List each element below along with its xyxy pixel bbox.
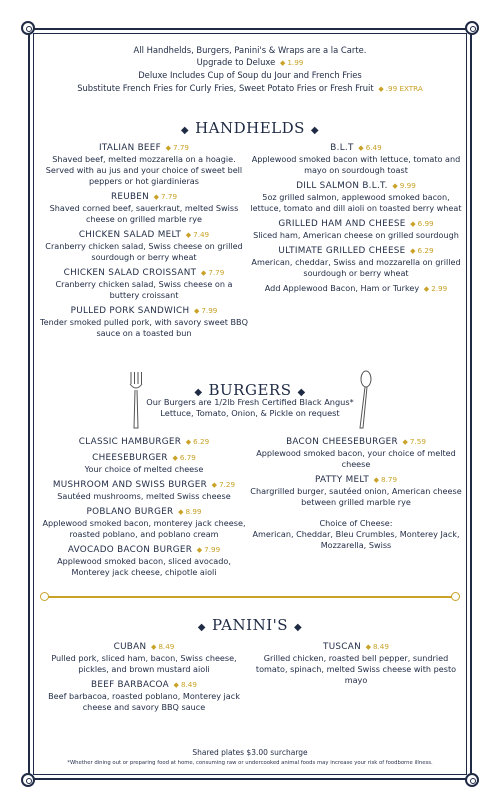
divider-dot-icon bbox=[451, 592, 460, 601]
item-price: 7.99 bbox=[201, 306, 218, 315]
item-price: 7.29 bbox=[219, 480, 236, 489]
corner-ornament-icon bbox=[21, 773, 35, 787]
menu-item bbox=[40, 267, 248, 301]
item-price: 7.59 bbox=[409, 437, 426, 446]
diamond-icon: ◆ bbox=[196, 546, 203, 554]
item-price: 9.99 bbox=[399, 181, 416, 190]
item-name: GRILLED HAM AND CHEESE bbox=[278, 219, 406, 229]
menu-item bbox=[40, 452, 248, 475]
item-name: PULLED PORK SANDWICH bbox=[70, 306, 190, 316]
item-name: B.L.T bbox=[330, 143, 354, 153]
diamond-icon: ◆ bbox=[373, 476, 380, 484]
item-name: ITALIAN BEEF bbox=[98, 143, 161, 153]
menu-item bbox=[250, 218, 462, 241]
item-description: Shaved corned beef, sauerkraut, melted Swiss cheese on grilled marble rye bbox=[49, 203, 239, 224]
menu-item bbox=[250, 641, 462, 686]
diamond-icon: ◆ bbox=[178, 508, 184, 516]
menu-item bbox=[40, 506, 248, 540]
item-description: Chargrilled burger, sautéed onion, American cheese between grilled marble rye bbox=[250, 486, 462, 507]
cheese-choice bbox=[250, 518, 462, 551]
diamond-icon: ◆ bbox=[172, 454, 178, 462]
corner-ornament-icon bbox=[21, 21, 35, 35]
item-description: Applewood smoked bacon, your choice of melted cheese bbox=[256, 448, 456, 469]
diamond-icon: ◆ bbox=[358, 144, 364, 152]
diamond-icon: ◆ bbox=[200, 269, 207, 277]
diamond-icon: ◆ bbox=[173, 681, 179, 689]
diamond-icon: ◆ bbox=[211, 481, 218, 489]
item-description: Grilled chicken, roasted bell pepper, sundried tomato, spinach, melted Swiss cheese with pesto mayo bbox=[255, 653, 457, 685]
item-price: 6.99 bbox=[417, 219, 434, 228]
item-price: 8.99 bbox=[185, 507, 202, 516]
item-price: 6.79 bbox=[179, 453, 196, 462]
corner-ornament-icon bbox=[465, 773, 479, 787]
item-name: CHICKEN SALAD MELT bbox=[78, 230, 182, 240]
cheese-choice-list: American, Cheddar, Bleu Crumbles, Monterey Jack, Mozzarella, Swiss bbox=[252, 529, 460, 550]
section-title-paninis bbox=[40, 616, 460, 634]
menu-item bbox=[40, 641, 248, 675]
burgers-subtitle-line: Lettuce, Tomato, Onion, & Pickle on request bbox=[160, 408, 340, 418]
cheese-choice-title: Choice of Cheese: bbox=[319, 518, 393, 528]
menu-item bbox=[40, 679, 248, 713]
item-price: 6.49 bbox=[365, 143, 382, 152]
menu-item bbox=[40, 436, 248, 448]
item-name: BACON CHEESEBURGER bbox=[286, 437, 398, 447]
item-description: Applewood smoked bacon, monterey jack cheese, roasted poblano, and poblano cream bbox=[42, 518, 246, 539]
menu-item bbox=[40, 544, 248, 578]
intro-line bbox=[40, 82, 460, 95]
addon-price: 2.99 bbox=[431, 284, 448, 293]
burgers-subtitle-line: Our Burgers are 1/2lb Fresh Certified Black Angus* bbox=[146, 397, 354, 407]
item-name: CLASSIC HAMBURGER bbox=[78, 437, 182, 447]
item-price: 6.29 bbox=[417, 246, 434, 255]
item-description: Tender smoked pulled pork, with savory sweet BBQ sauce on a toasted bun bbox=[40, 317, 248, 338]
burgers-subtitle bbox=[120, 397, 380, 419]
diamond-icon: ◆ bbox=[392, 182, 398, 190]
item-description: Applewood smoked bacon with lettuce, tomato and mayo on sourdough toast bbox=[251, 154, 461, 175]
diamond-icon: ◆ bbox=[294, 622, 303, 633]
item-description: Your choice of melted cheese bbox=[84, 464, 204, 474]
burgers-left-column bbox=[40, 436, 248, 582]
item-description: Applewood smoked bacon, sliced avocado, Monterey jack cheese, chipotle aioli bbox=[57, 556, 231, 577]
diamond-icon: ◆ bbox=[279, 59, 286, 68]
diamond-icon: ◆ bbox=[365, 643, 371, 651]
diamond-icon: ◆ bbox=[153, 193, 160, 201]
item-name: REUBEN bbox=[110, 192, 150, 202]
diamond-icon: ◆ bbox=[194, 387, 203, 398]
menu-item bbox=[40, 191, 248, 225]
item-name: AVOCADO BACON BURGER bbox=[67, 545, 193, 555]
shared-plates-note: Shared plates $3.00 surcharge bbox=[192, 748, 308, 757]
diamond-icon: ◆ bbox=[165, 144, 171, 152]
item-price: 7.99 bbox=[204, 545, 221, 554]
intro-line: Deluxe Includes Cup of Soup du Jour and French Fries bbox=[138, 70, 362, 81]
item-price: 8.49 bbox=[158, 642, 175, 651]
intro-upgrade-text: Upgrade to Deluxe bbox=[196, 57, 276, 68]
item-price: 6.29 bbox=[193, 437, 210, 446]
diamond-icon: ◆ bbox=[410, 247, 416, 255]
section-title-handhelds bbox=[40, 119, 460, 137]
item-description: Cranberry chicken salad, Swiss cheese on grilled sourdough or berry wheat bbox=[45, 241, 243, 262]
item-name: DILL SALMON B.L.T. bbox=[296, 181, 388, 191]
item-description: Beef barbacoa, roasted poblano, Monterey jack cheese and savory BBQ sauce bbox=[48, 691, 240, 712]
item-price: 8.79 bbox=[381, 475, 398, 484]
intro-line bbox=[40, 56, 460, 69]
item-price: 7.79 bbox=[208, 268, 225, 277]
section-title-text: BURGERS bbox=[208, 381, 292, 399]
corner-ornament-icon bbox=[465, 21, 479, 35]
menu-item bbox=[40, 142, 248, 187]
item-price: 8.49 bbox=[372, 642, 389, 651]
item-description: 5oz grilled salmon, applewood smoked bacon, lettuce, tomato and dill aioli on toasted berry wheat bbox=[250, 192, 462, 213]
menu-item bbox=[40, 229, 248, 263]
menu-item bbox=[250, 142, 462, 176]
paninis-left-column bbox=[40, 641, 248, 717]
intro-substitute-text: Substitute French Fries for Curly Fries, Sweet Potato Fries or Fresh Fruit bbox=[77, 82, 374, 93]
diamond-icon: ◆ bbox=[185, 231, 192, 239]
menu-item bbox=[250, 474, 462, 508]
paninis-right-column bbox=[250, 641, 462, 690]
item-description: American, cheddar, Swiss and mozzarella on grilled sourdough or berry wheat bbox=[251, 257, 461, 278]
item-description: Sliced ham, American cheese on grilled sourdough bbox=[253, 230, 459, 240]
gold-divider bbox=[40, 592, 460, 602]
intro-substitute-price: .99 EXTRA bbox=[385, 83, 423, 93]
intro-upgrade-price: 1.99 bbox=[287, 58, 304, 68]
item-name: MUSHROOM AND SWISS BURGER bbox=[52, 480, 208, 490]
item-description: Sautéed mushrooms, melted Swiss cheese bbox=[57, 491, 231, 501]
gold-divider-line bbox=[48, 596, 452, 598]
menu-item bbox=[250, 180, 462, 214]
item-name: TUSCAN bbox=[323, 642, 361, 652]
menu-item bbox=[40, 479, 248, 502]
item-name: PATTY MELT bbox=[314, 475, 370, 485]
handhelds-left-column bbox=[40, 142, 248, 343]
diamond-icon: ◆ bbox=[310, 125, 320, 136]
diamond-icon: ◆ bbox=[150, 643, 157, 651]
section-title-text: HANDHELDS bbox=[195, 119, 305, 137]
item-name: CHICKEN SALAD CROISSANT bbox=[63, 268, 197, 278]
menu-item bbox=[250, 245, 462, 279]
diamond-icon: ◆ bbox=[423, 285, 430, 293]
diamond-icon: ◆ bbox=[193, 307, 200, 315]
item-description: Pulled pork, sliced ham, bacon, Swiss cheese, pickles, and brown mustard aioli bbox=[51, 653, 237, 674]
diamond-icon: ◆ bbox=[185, 438, 192, 446]
item-price: 7.79 bbox=[161, 192, 178, 201]
diamond-icon: ◆ bbox=[297, 387, 306, 398]
menu-item bbox=[250, 436, 462, 470]
divider-dot-icon bbox=[40, 592, 49, 601]
item-name: CHEESEBURGER bbox=[92, 453, 168, 463]
addon-text: Add Applewood Bacon, Ham or Turkey bbox=[264, 283, 420, 293]
item-name: ULTIMATE GRILLED CHEESE bbox=[278, 246, 406, 256]
diamond-icon: ◆ bbox=[402, 438, 408, 446]
food-safety-disclaimer: *Whether dining out or preparing food at home, consuming raw or undercooked animal foods may increase your risk of foodborne illness. bbox=[67, 760, 433, 766]
diamond-icon: ◆ bbox=[378, 84, 384, 93]
item-name: CUBAN bbox=[113, 642, 147, 652]
item-name: POBLANO BURGER bbox=[86, 507, 174, 517]
diamond-icon: ◆ bbox=[180, 125, 190, 136]
item-price: 7.49 bbox=[193, 230, 210, 239]
intro-line: All Handhelds, Burgers, Panini's & Wraps are a la Carte. bbox=[133, 45, 367, 55]
burgers-right-column bbox=[250, 436, 462, 555]
menu-item bbox=[40, 305, 248, 339]
intro-notes bbox=[40, 44, 460, 95]
addon-note bbox=[250, 283, 462, 295]
item-price: 8.49 bbox=[180, 680, 197, 689]
diamond-icon: ◆ bbox=[197, 622, 206, 633]
handhelds-right-column bbox=[250, 142, 462, 299]
item-description: Cranberry chicken salad, Swiss cheese on a buttery croissant bbox=[55, 279, 233, 300]
diamond-icon: ◆ bbox=[410, 220, 416, 228]
item-price: 7.79 bbox=[173, 143, 190, 152]
section-title-text: PANINI'S bbox=[211, 616, 289, 634]
item-name: BEEF BARBACOA bbox=[91, 680, 169, 690]
item-description: Shaved beef, melted mozzarella on a hoagie. Served with au jus and your choice of sweet bell peppers or hot giardinieras bbox=[45, 154, 243, 186]
